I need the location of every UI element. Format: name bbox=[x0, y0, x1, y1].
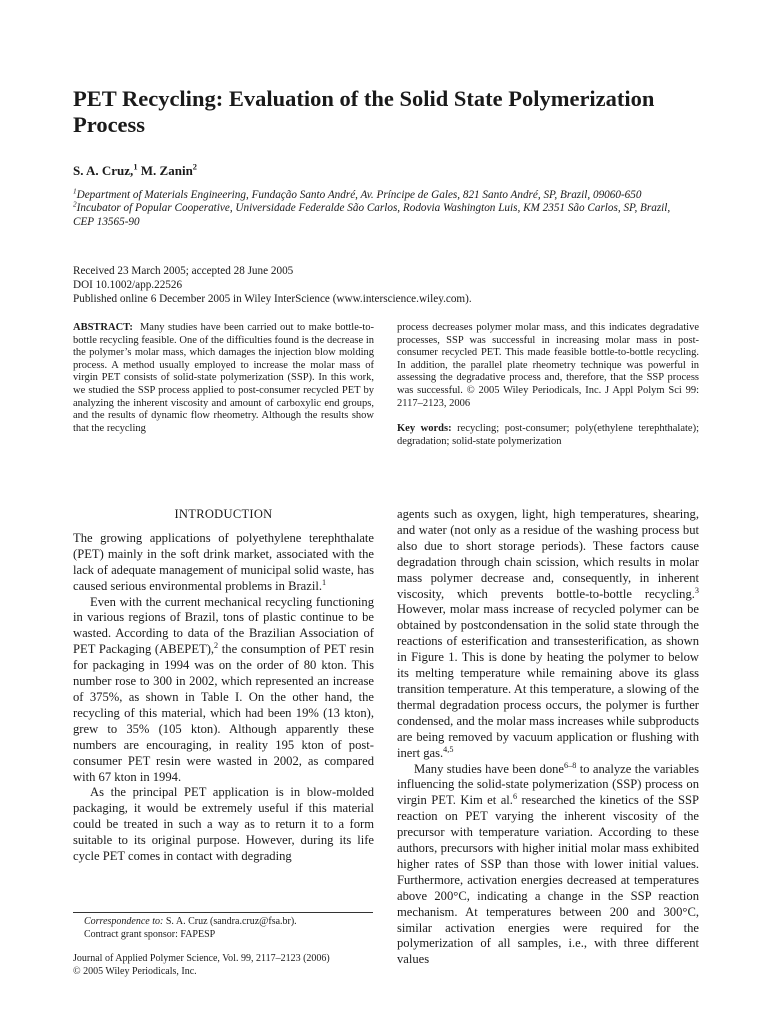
doi: DOI 10.1002/app.22526 bbox=[73, 279, 183, 291]
author-2: M. Zanin bbox=[140, 163, 193, 178]
author-list: S. A. Cruz,$^1$ M. Zanin$^2$ bbox=[73, 161, 198, 178]
correspondence-note: Correspondence to: S. A. Cruz (sandra.cruz@fsa.br). Contract grant sponsor: FAPESP bbox=[84, 916, 374, 941]
published-online: Published online 6 December 2005 in Wiley InterScience (www.interscience.wiley.com). bbox=[73, 293, 472, 305]
affiliation-1: $^1$Department of Materials Engineering, Fundação Santo André, Av. Príncipe de Gales, 821 Santo André, SP, Brazil, 09060-650 bbox=[73, 187, 642, 201]
left-column bbox=[73, 507, 374, 865]
paragraph: As the principal PET application is in blow-molded packaging, it would be extremely useful if this material could be treated in such a way as to return it to a form suitable to its original purpose. However, during its life cycle PET comes in contact with degrading bbox=[73, 785, 374, 864]
copyright-line: © 2005 Wiley Periodicals, Inc. J Appl Polym Sci 99: 2117–2123, 2006 bbox=[397, 384, 700, 409]
journal-copyright: © 2005 Wiley Periodicals, Inc. bbox=[73, 965, 197, 977]
footnote-divider bbox=[73, 912, 373, 913]
publication-history bbox=[73, 264, 673, 306]
keywords: Key words: recycling; post-consumer; poly(ethylene terephthalate); degradation; solid-state polymerization bbox=[397, 423, 699, 447]
grant-sponsor: Contract grant sponsor: FAPESP bbox=[84, 928, 216, 940]
correspondence-email: S. A. Cruz (sandra.cruz@fsa.br). bbox=[165, 916, 297, 927]
paper-title: PET Recycling: Evaluation of the Solid State Polymerization Process bbox=[73, 86, 655, 137]
journal-citation: Journal of Applied Polymer Science, Vol. 99, 2117–2123 (2006) bbox=[73, 953, 330, 964]
paragraph: Even with the current mechanical recycling functioning in various regions of Brazil, tons of plastic continue to be wasted. According to data of the Brazilian Association of PET Packaging (ABEPET),$^2$ the consumption of PET resin for packaging in 1994 was on the order of 80 kton. This number rose to 300 in 2002, which represented an increase of 375%, as shown in Table I. On the other hand, the recycling of this material, which had been 19% (13 kton), grew to 35% (105 kton). Although apparently these numbers are encouraging, in reality 195 kton of post-consumer PET resin were wasted in 2002, as compared with 67 kton in 1994. bbox=[73, 594, 374, 784]
received-date: Received 23 March 2005; accepted 28 June 2005 bbox=[73, 265, 294, 277]
paragraph: agents such as oxygen, light, high temperatures, shearing, and water (not only as a residue of the washing process but also due to short storage periods). These factors cause degradation through chain scission, which results in molar mass polymer decrease and, consequently, in inherent viscosity, which prevents bottle-to-bottle recycling.$^3$ However, molar mass increase of recycled polymer can be obtained by postcondensation in the solid state through the reactions of esterification and transesterification, as shown in Figure 1. This is done by heating the polymer to below its melting temperature while remaining above its glass transition temperature. At this temperature, a slowing of the thermal degradation process occurs, the polymer is further condensed, and the molar mass increases while subproducts are being removed by vacuum application or flushing with inert gas.$^{4,5}$ bbox=[397, 507, 699, 760]
right-column bbox=[397, 507, 699, 968]
abstract-left: ABSTRACT: Many studies have been carried out to make bottle-to-bottle recycling feasible. One of the difficulties found is the decrease in the polymer’s molar mass, which damages the injection blow molding process. A method usually employed to increase the molar mass of virgin PET consists of solid-state polymerization (SSP). In this work, we studied the SSP process applied to post-consumer recycled PET by analyzing the inherent viscosity and amount of carboxylic end groups, and the results of dynamic flow rheometry. Although the results show that the recycling bbox=[73, 322, 375, 434]
paragraph: The growing applications of polyethylene terephthalate (PET) mainly in the soft drink market, associated with the lack of adequate management of municipal solid waste, has caused serious environmental problems in Brazil.$^1$ bbox=[73, 530, 374, 593]
paragraph: Many studies have been done$^{6-8}$ to analyze the variables influencing the solid-state polymerization (SSP) process on virgin PET. Kim et al.$^6$ researched the kinetics of the SSP reaction on PET varying the inherent viscosity of the precursor with temperature variation. According to these authors, precursors with higher initial molar mass exhibited higher rates of SSP than those with lower initial values. Furthermore, activation energies decreased at temperatures above 200°C, indicating a change in the SSP reaction mechanism. At temperatures between 200 and 300°C, similar activation energies were required for the polymerization of all samples, i.e., with three different values bbox=[397, 760, 699, 967]
abstract-right: process decreases polymer molar mass, and this indicates degradative processes, SSP was successful in increasing molar mass in post-consumer recycled PET. This made feasible bottle-to-bottle recycling. In addition, the parallel plate rheometry technique was powerful in assessing the degradative process and, therefore, that the SSP process was successful. © 2005 Wiley Periodicals, Inc. J Appl Polym Sci 99: 2117–2123, 2006 Key words: recycling; post-consumer; poly(ethylene terephthalate); degradation; solid-state polymerization bbox=[397, 322, 700, 447]
author-1: S. A. Cruz, bbox=[73, 163, 134, 178]
journal-info bbox=[73, 953, 373, 978]
affiliations bbox=[73, 189, 673, 229]
section-heading-introduction: INTRODUCTION bbox=[174, 507, 273, 521]
affiliation-2: $^2$Incubator of Popular Cooperative, Universidade Federalde São Carlos, Rodovia Washington Luis, KM 2351 São Carlos, SP, Brazil, CEP 13565-90 bbox=[73, 200, 671, 228]
